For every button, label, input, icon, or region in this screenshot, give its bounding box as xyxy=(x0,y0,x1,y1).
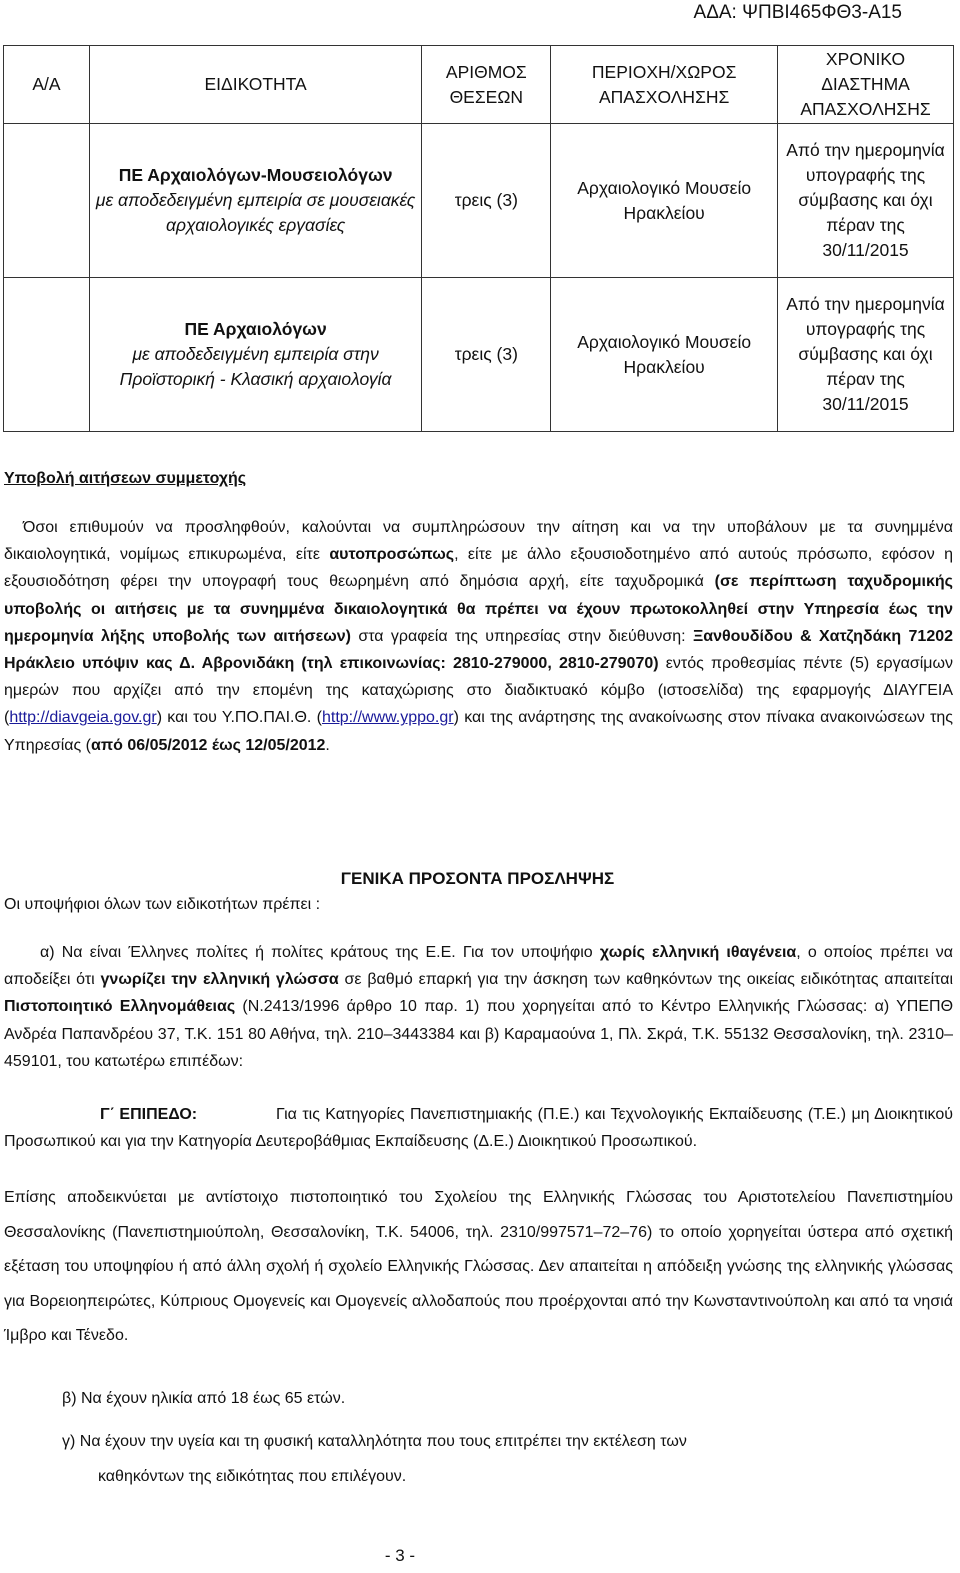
req-a-text-1: α) Να είναι Έλληνες πολίτες ή πολίτες κράτους της Ε.Ε. Για τον υποψήφιο xyxy=(40,944,600,961)
positions-table xyxy=(3,45,954,432)
specialty-title: ΠΕ Αρχαιολόγων xyxy=(184,319,327,339)
req-c-line-2: καθηκόντων της ειδικότητας που επιλέγουν. xyxy=(98,1467,407,1485)
submission-text-1: Όσοι επιθυμούν να προσληφθούν, καλούνται να συμπληρώσουν την αίτηση και να την υποβάλουν με τα συνημμένα δικαιολογητικά, νομίμως επικυρωμένα, είτε xyxy=(4,519,953,564)
req-a-bold-2: γνωρίζει την ελληνική γλώσσα xyxy=(100,971,339,989)
yppo-link[interactable]: http://www.yppo.gr xyxy=(321,709,454,727)
submission-text-5: ) και του Υ.ΠΟ.ΠΑΙ.Θ. ( xyxy=(156,709,322,727)
submission-address: Ξανθουδίδου & Χατζηδάκη 71202 Ηράκλειο υπόψιν κας Δ. Αβρονιδάκη (τηλ επικοινωνίας: 2810-279000, 2810-279070) xyxy=(4,627,954,673)
level-c-label: Γ΄ ΕΠΙΠΕΔΟ: xyxy=(100,1106,198,1123)
table-row xyxy=(4,278,954,432)
cell-positions: τρεις (3) xyxy=(422,278,551,432)
submission-heading: Υποβολή αιτήσεων συμμετοχής xyxy=(4,470,247,487)
diavgeia-link[interactable]: http://diavgeia.gov.gr xyxy=(9,709,157,727)
header-positions: ΑΡΙΘΜΟΣ ΘΕΣΕΩΝ xyxy=(422,46,551,124)
general-heading: ΓΕΝΙΚΑ ΠΡΟΣΟΝΤΑ ΠΡΟΣΛΗΨΗΣ xyxy=(340,869,615,888)
specialty-title: ΠΕ Αρχαιολόγων-Μουσειολόγων xyxy=(118,165,393,185)
submission-text-4: εντός προθεσμίας πέντε (5) εργασίμων ημερών που αρχίζει από την επομένη της καταχώρισης στο διαδικτυακό κόμβο (ιστοσελίδα) της εφαρμογής ΔΙΑΥΓΕΙΑ ( xyxy=(4,655,953,727)
general-intro: Οι υποψήφιοι όλων των ειδικοτήτων πρέπει : xyxy=(4,896,321,913)
cell-location: Αρχαιολογικό Μουσείο Ηρακλείου xyxy=(551,124,778,278)
submission-dates: από 06/05/2012 έως 12/05/2012 xyxy=(91,736,326,754)
cell-duration: Από την ημερομηνία υπογραφής της σύμβασης και όχι πέραν της 30/11/2015 xyxy=(778,278,954,432)
cell-location: Αρχαιολογικό Μουσείο Ηρακλείου xyxy=(551,278,778,432)
page-number: - 3 - xyxy=(384,1546,416,1565)
submission-bold-1: αυτοπροσώπως xyxy=(329,546,455,564)
submission-text-7: . xyxy=(325,736,330,754)
level-c-paragraph xyxy=(4,1101,953,1155)
cell-specialty xyxy=(89,278,422,432)
specialty-subtitle: με αποδεδειγμένη εμπειρία στην Προϊστορική - Κλασική αρχαιολογία xyxy=(119,344,392,389)
header-aa: Α/Α xyxy=(4,46,90,124)
header-location: ΠΕΡΙΟΧΗ/ΧΩΡΟΣ ΑΠΑΣΧΟΛΗΣΗΣ xyxy=(551,46,778,124)
submission-text-3: στα γραφεία της υπηρεσίας στην διεύθυνση: xyxy=(350,627,693,645)
specialty-subtitle: με αποδεδειγμένη εμπειρία σε μουσειακές αρχαιολογικές εργασίες xyxy=(95,190,416,235)
requirement-c xyxy=(62,1425,953,1494)
further-certificate-paragraph: Επίσης αποδεικνύεται με αντίστοιχο πιστοποιητικό του Σχολείου της Ελληνικής Γλώσσας του Αριστοτελείου Πανεπιστημίου Θεσσαλονίκης (Πανεπιστημιούπολη, Θεσσαλονίκη, Τ.Κ. 54006, τηλ. 2310/997571–72–76) το οποίο χορηγείται ύστερα από σχετική εξέταση του υποψηφίου ή από άλλη σχολή ή σχολείο Ελληνικής Γλώσσας. Δεν απαιτείται η απόδειξη γνώσης της ελληνικής γλώσσας για Βορειοηπειρώτες, Κύπριους Ομογενείς και Ομογενείς αλλοδαπούς που προέρχονται από την Κωνσταντινούπολη και από τα νησιά Ίμβρο και Τένεδο. xyxy=(4,1189,953,1344)
cell-positions: τρεις (3) xyxy=(422,124,551,278)
table-header-row xyxy=(4,46,954,124)
cell-specialty xyxy=(89,124,422,278)
cell-aa xyxy=(4,278,90,432)
header-duration: ΧΡΟΝΙΚΟ ΔΙΑΣΤΗΜΑ ΑΠΑΣΧΟΛΗΣΗΣ xyxy=(778,46,954,124)
req-a-bold-1: χωρίς ελληνική ιθαγένεια xyxy=(599,944,797,961)
cell-aa xyxy=(4,124,90,278)
req-c-line-1: γ) Να έχουν την υγεία και τη φυσική καταλληλότητα που τους επιτρέπει την εκτέλεση των xyxy=(62,1433,687,1450)
table-row xyxy=(4,124,954,278)
submission-bold-2: (σε περίπτωση ταχυδρομικής υποβολής οι αιτήσεις με τα συνημμένα δικαιολογητικά θα πρέπει να έχουν πρωτοκολληθεί στην Υπηρεσία έως την ημερομηνία λήξης υποβολής των αιτήσεων) xyxy=(4,573,953,645)
header-specialty: ΕΙΔΙΚΟΤΗΤΑ xyxy=(89,46,422,124)
req-a-text-4: (Ν.2413/1996 άρθρο 10 παρ. 1) που χορηγείται από το Κέντρο Ελληνικής Γλώσσας: α) ΥΠΕΠΘ Ανδρέα Παπανδρέου 37, Τ.Κ. 151 80 Αθήνα, τηλ. 210–3443384 και β) Καραμαούνα 1, Πλ. Σκρά, Τ.Κ. 55132 Θεσσαλονίκη, τηλ. 2310–459101, του κατωτέρω επιπέδων: xyxy=(4,998,954,1070)
req-a-text-3: σε βαθμό επαρκή για την άσκηση των καθηκόντων της οικείας ειδικότητας απαιτείται xyxy=(338,971,954,989)
cell-duration: Από την ημερομηνία υπογραφής της σύμβασης και όχι πέραν της 30/11/2015 xyxy=(778,124,954,278)
req-a-text-2: , ο οποίος πρέπει να αποδείξει ότι xyxy=(4,944,954,989)
requirement-b: β) Να έχουν ηλικία από 18 έως 65 ετών. xyxy=(62,1390,346,1407)
level-c-text: Για τις Κατηγορίες Πανεπιστημιακής (Π.Ε.) και Τεχνολογικής Εκπαίδευσης (Τ.Ε.) μη Διοικητικού Προσωπικού και για την Κατηγορία Δευτεροβάθμιας Εκπαίδευσης (Δ.Ε.) Διοικητικού Προσωπικού. xyxy=(4,1106,953,1151)
req-a-bold-3: Πιστοποιητικό Ελληνομάθειας xyxy=(4,998,236,1016)
requirement-a xyxy=(4,939,953,1075)
submission-text-2: , είτε με άλλο εξουσιοδοτημένο από αυτούς πρόσωπο, εφόσον η εξουσιοδότηση φέρει την υπογραφή τους θεωρημένη από δημόσια αρχή, είτε ταχυδρομικά xyxy=(4,546,954,591)
submission-text-6: ) και της ανάρτησης της ανακοίνωσης στον πίνακα ανακοινώσεων της Υπηρεσίας ( xyxy=(4,709,954,754)
ada-code: ΑΔΑ: ΨΠΒΙ465ΦΘ3-Α15 xyxy=(693,2,902,23)
submission-paragraph xyxy=(4,514,953,759)
